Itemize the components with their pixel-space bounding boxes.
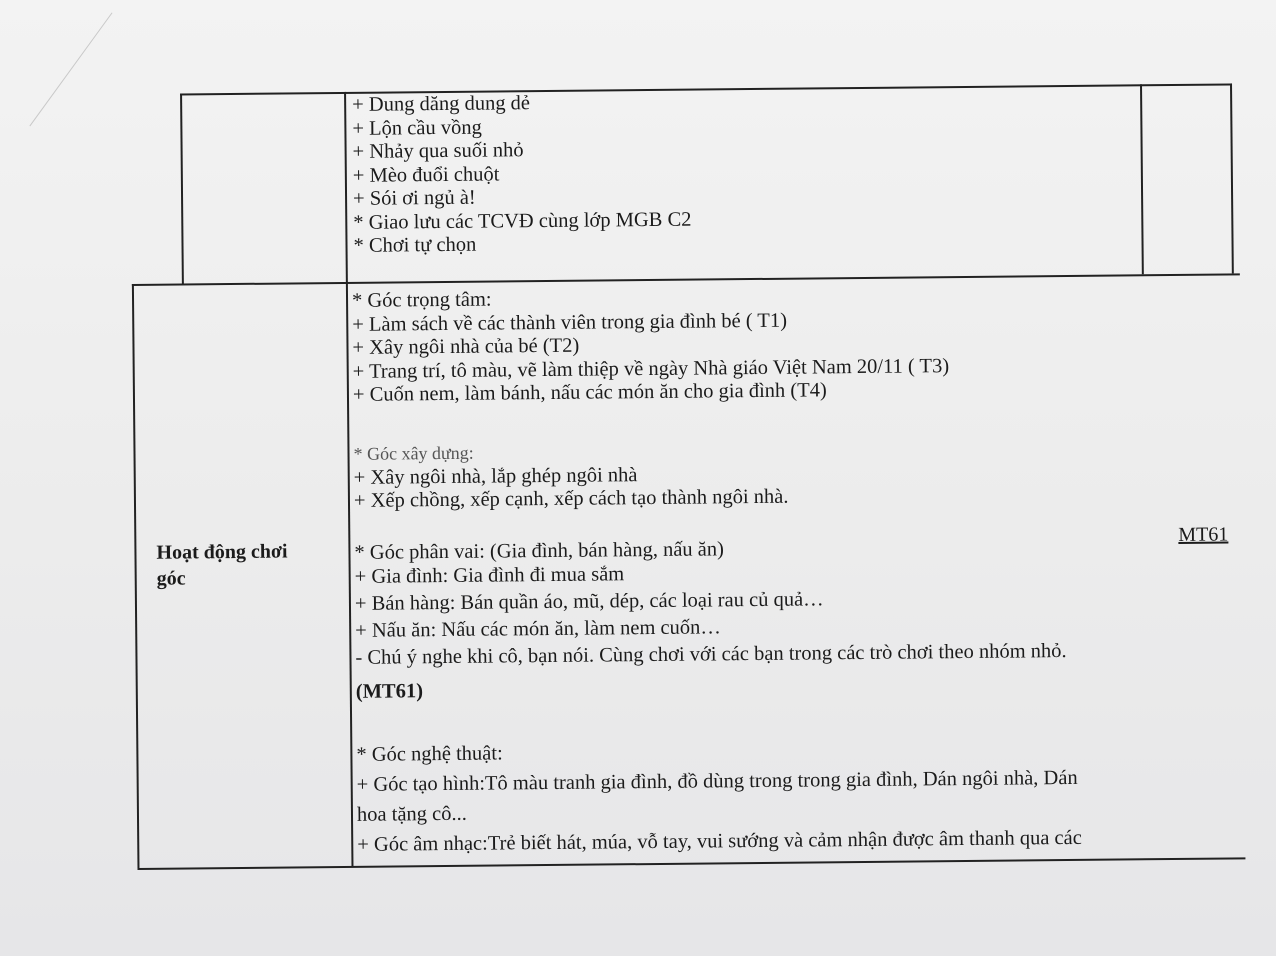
list-item: + Gia đình: Gia đình đi mua sắm — [354, 562, 625, 588]
document-table — [130, 77, 1247, 870]
list-item: (MT61) — [355, 679, 424, 703]
group-goc-nghe-thuat — [356, 737, 1082, 857]
list-item: + Xây ngôi nhà, lắp ghép ngôi nhà — [353, 463, 638, 489]
group-goc-xay-dung — [353, 439, 788, 514]
table-col-divider-1 — [344, 92, 353, 867]
row2-category-label — [156, 539, 288, 592]
table-left-border — [132, 284, 139, 869]
list-item: + Lộn cầu vồng — [352, 116, 482, 140]
group-goc-trong-tam — [352, 284, 949, 407]
list-item: + Góc tạo hình:Tô màu tranh gia đình, đồ dùng trong trong gia đình, Dán ngôi nhà, Dán — [356, 766, 1078, 796]
table-bottom-border — [137, 857, 1245, 869]
table-row-divider — [132, 273, 1240, 285]
list-item: + Xây ngôi nhà của bé (T2) — [352, 334, 580, 359]
list-item: hoa tặng cô... — [356, 802, 467, 826]
list-item: + Nhảy qua suối nhỏ — [352, 139, 524, 163]
list-item: * Giao lưu các TCVĐ cùng lớp MGB C2 — [353, 208, 692, 234]
table-top-border — [180, 83, 1230, 95]
list-item: + Mèo đuổi chuột — [352, 162, 500, 187]
list-item: - Chú ý nghe khi cô, bạn nói. Cùng chơi với các bạn trong các trò chơi theo nhóm nhỏ. — [355, 639, 1067, 669]
list-item: + Làm sách về các thành viên trong gia đình bé ( T1) — [352, 309, 788, 336]
table-right-border — [1230, 83, 1233, 273]
group-heading: * Góc nghệ thuật: — [356, 742, 503, 766]
list-item: + Cuốn nem, làm bánh, nấu các món ăn cho gia đình (T4) — [352, 379, 827, 406]
list-item: + Trang trí, tô màu, vẽ làm thiệp về ngày Nhà giáo Việt Nam 20/11 ( T3) — [352, 354, 950, 383]
list-item: + Dung dăng dung dẻ — [352, 92, 531, 116]
list-item: + Nấu ăn: Nấu các món ăn, làm nem cuốn… — [355, 615, 721, 642]
list-item: + Góc âm nhạc:Trẻ biết hát, múa, vỗ tay, vui sướng và cảm nhận được âm thanh qua các — [357, 826, 1082, 856]
category-line-2: góc — [156, 567, 186, 590]
list-item: * Chơi tự chọn — [353, 233, 477, 257]
group-goc-phan-vai — [354, 535, 1067, 704]
group-heading: * Góc phân vai: (Gia đình, bán hàng, nấu ăn) — [354, 538, 725, 564]
list-item: + Xếp chồng, xếp cạnh, xếp cách tạo thành ngôi nhà. — [353, 485, 789, 512]
category-line-1: Hoạt động chơi — [156, 540, 288, 564]
list-item: + Bán hàng: Bán quần áo, mũ, dép, các loại rau củ quả… — [354, 587, 824, 615]
paper-corner-edge — [0, 0, 113, 126]
list-item: + Sói ơi ngủ à! — [352, 186, 476, 210]
row1-content — [352, 91, 692, 259]
group-heading: * Góc trọng tâm: — [351, 288, 492, 312]
group-heading: * Góc xây dựng: — [353, 442, 474, 464]
table-left-border-top — [180, 94, 183, 284]
table-col-divider-2 — [1140, 84, 1143, 274]
row2-code: MT61 — [1178, 523, 1229, 546]
